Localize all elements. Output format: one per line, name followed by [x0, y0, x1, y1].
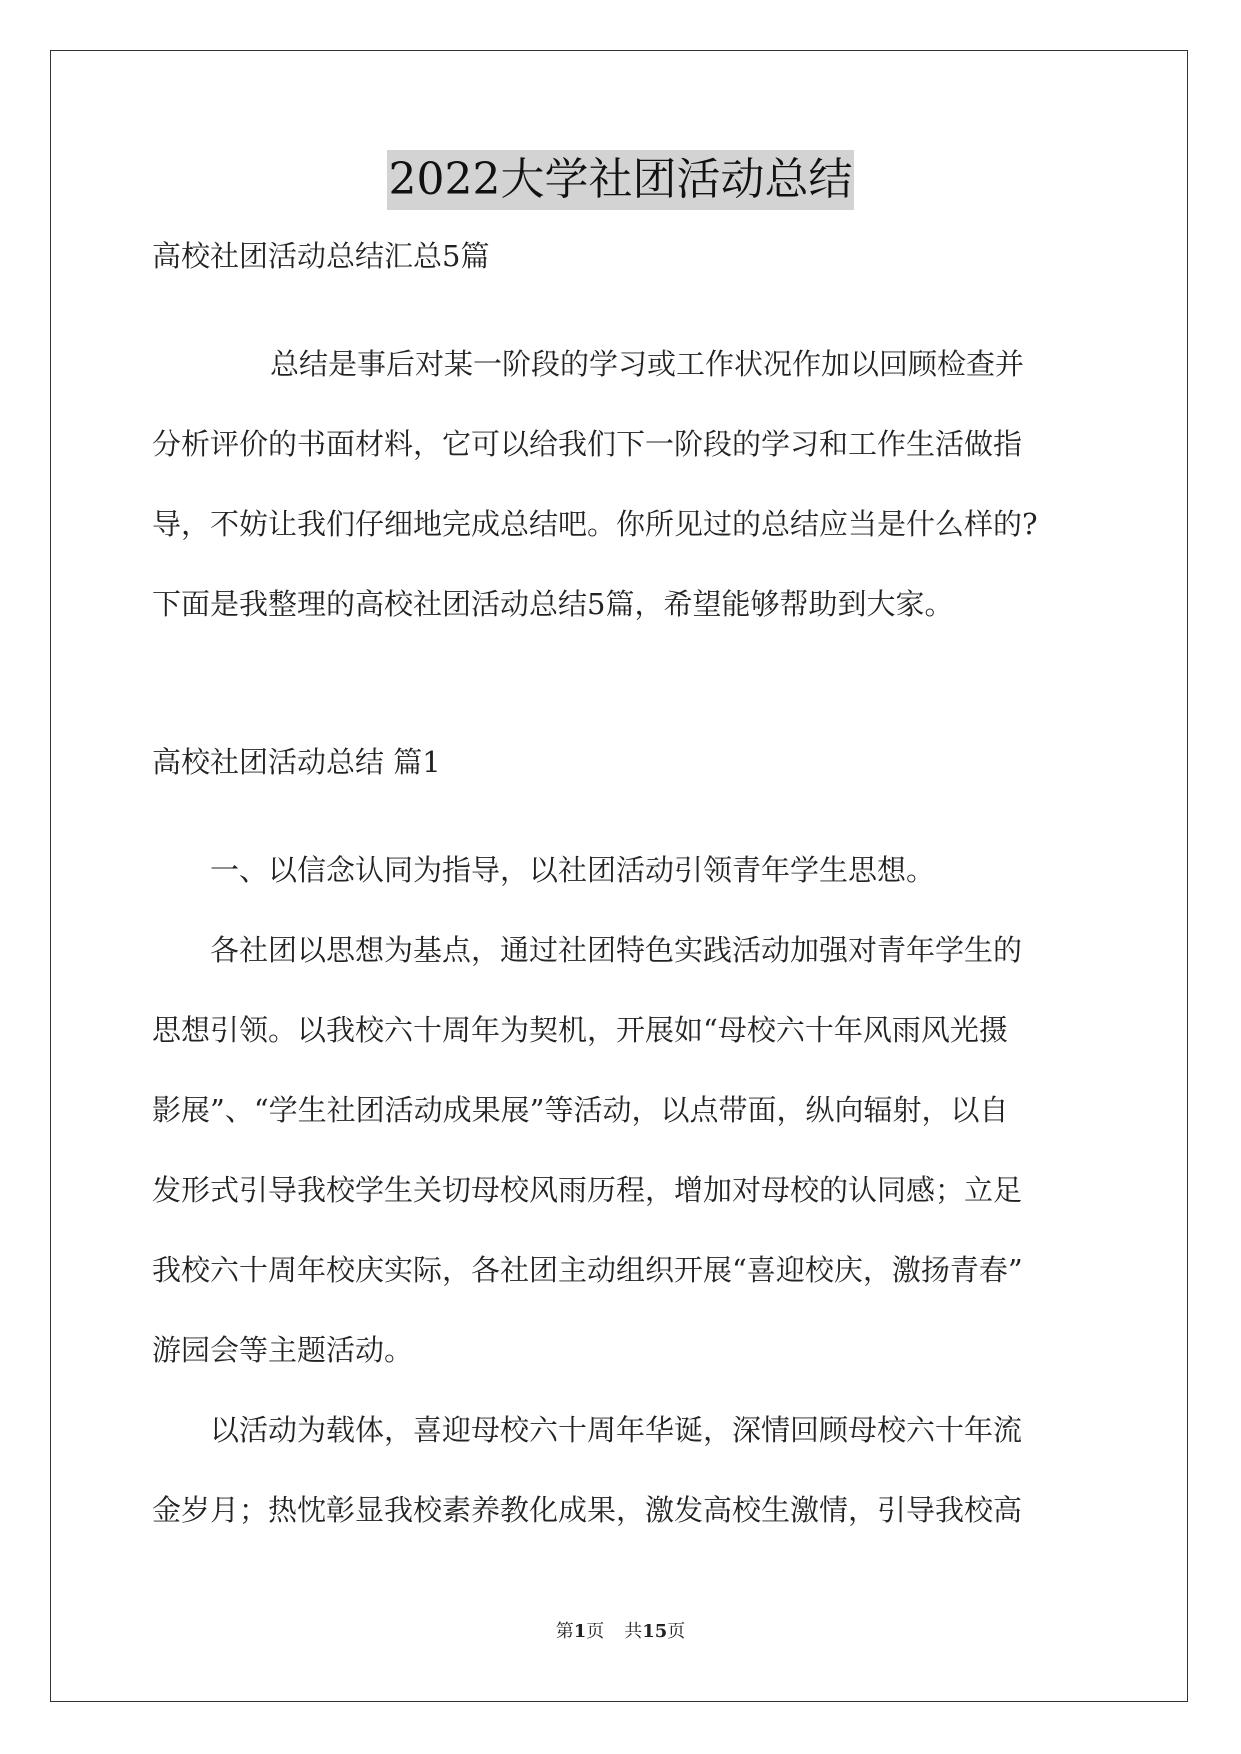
body-line: 游园会等主题活动。: [152, 1333, 414, 1367]
total-suffix: 页: [667, 1621, 686, 1642]
body-line: 金岁月；热忱彰显我校素养教化成果，激发高校生激情，引导我校高: [152, 1493, 1023, 1527]
body-line: 各社团以思想为基点，通过社团特色实践活动加强对青年学生的: [210, 933, 1023, 967]
body-line: 以活动为载体，喜迎母校六十周年华诞，深情回顾母校六十年流: [210, 1413, 1023, 1447]
subtitle-line: 高校社团活动总结汇总5篇: [152, 239, 490, 273]
body-line: 影展”、“学生社团活动成果展”等活动，以点带面，纵向辐射，以自: [152, 1093, 1009, 1127]
total-prefix: 共: [624, 1621, 643, 1642]
body-line: 导，不妨让我们仔细地完成总结吧。你所见过的总结应当是什么样的?: [152, 507, 1038, 541]
body-line: 总结是事后对某一阶段的学习或工作状况作加以回顾检查并: [270, 347, 1025, 381]
body-line: 下面是我整理的高校社团活动总结5篇，希望能够帮助到大家。: [152, 587, 954, 621]
title-container: [0, 150, 1241, 210]
page-mid: 页: [586, 1621, 605, 1642]
body-line: 分析评价的书面材料，它可以给我们下一阶段的学习和工作生活做指: [152, 427, 1023, 461]
body-line: 一、以信念认同为指导，以社团活动引领青年学生思想。: [210, 853, 936, 887]
document-title: 2022大学社团活动总结: [387, 150, 855, 210]
body-line: 我校六十周年校庆实际，各社团主动组织开展“喜迎校庆，激扬青春”: [152, 1253, 1023, 1287]
page-prefix: 第: [555, 1621, 574, 1642]
body-line: 发形式引导我校学生关切母校风雨历程，增加对母校的认同感；立足: [152, 1173, 1023, 1207]
total-page-number: 15: [642, 1621, 668, 1642]
current-page-number: 1: [573, 1621, 587, 1642]
page-footer: [0, 1620, 1241, 1644]
section-heading: 高校社团活动总结 篇1: [152, 745, 441, 779]
body-line: 思想引领。以我校六十周年为契机，开展如“母校六十年风雨风光摄: [152, 1013, 1008, 1047]
